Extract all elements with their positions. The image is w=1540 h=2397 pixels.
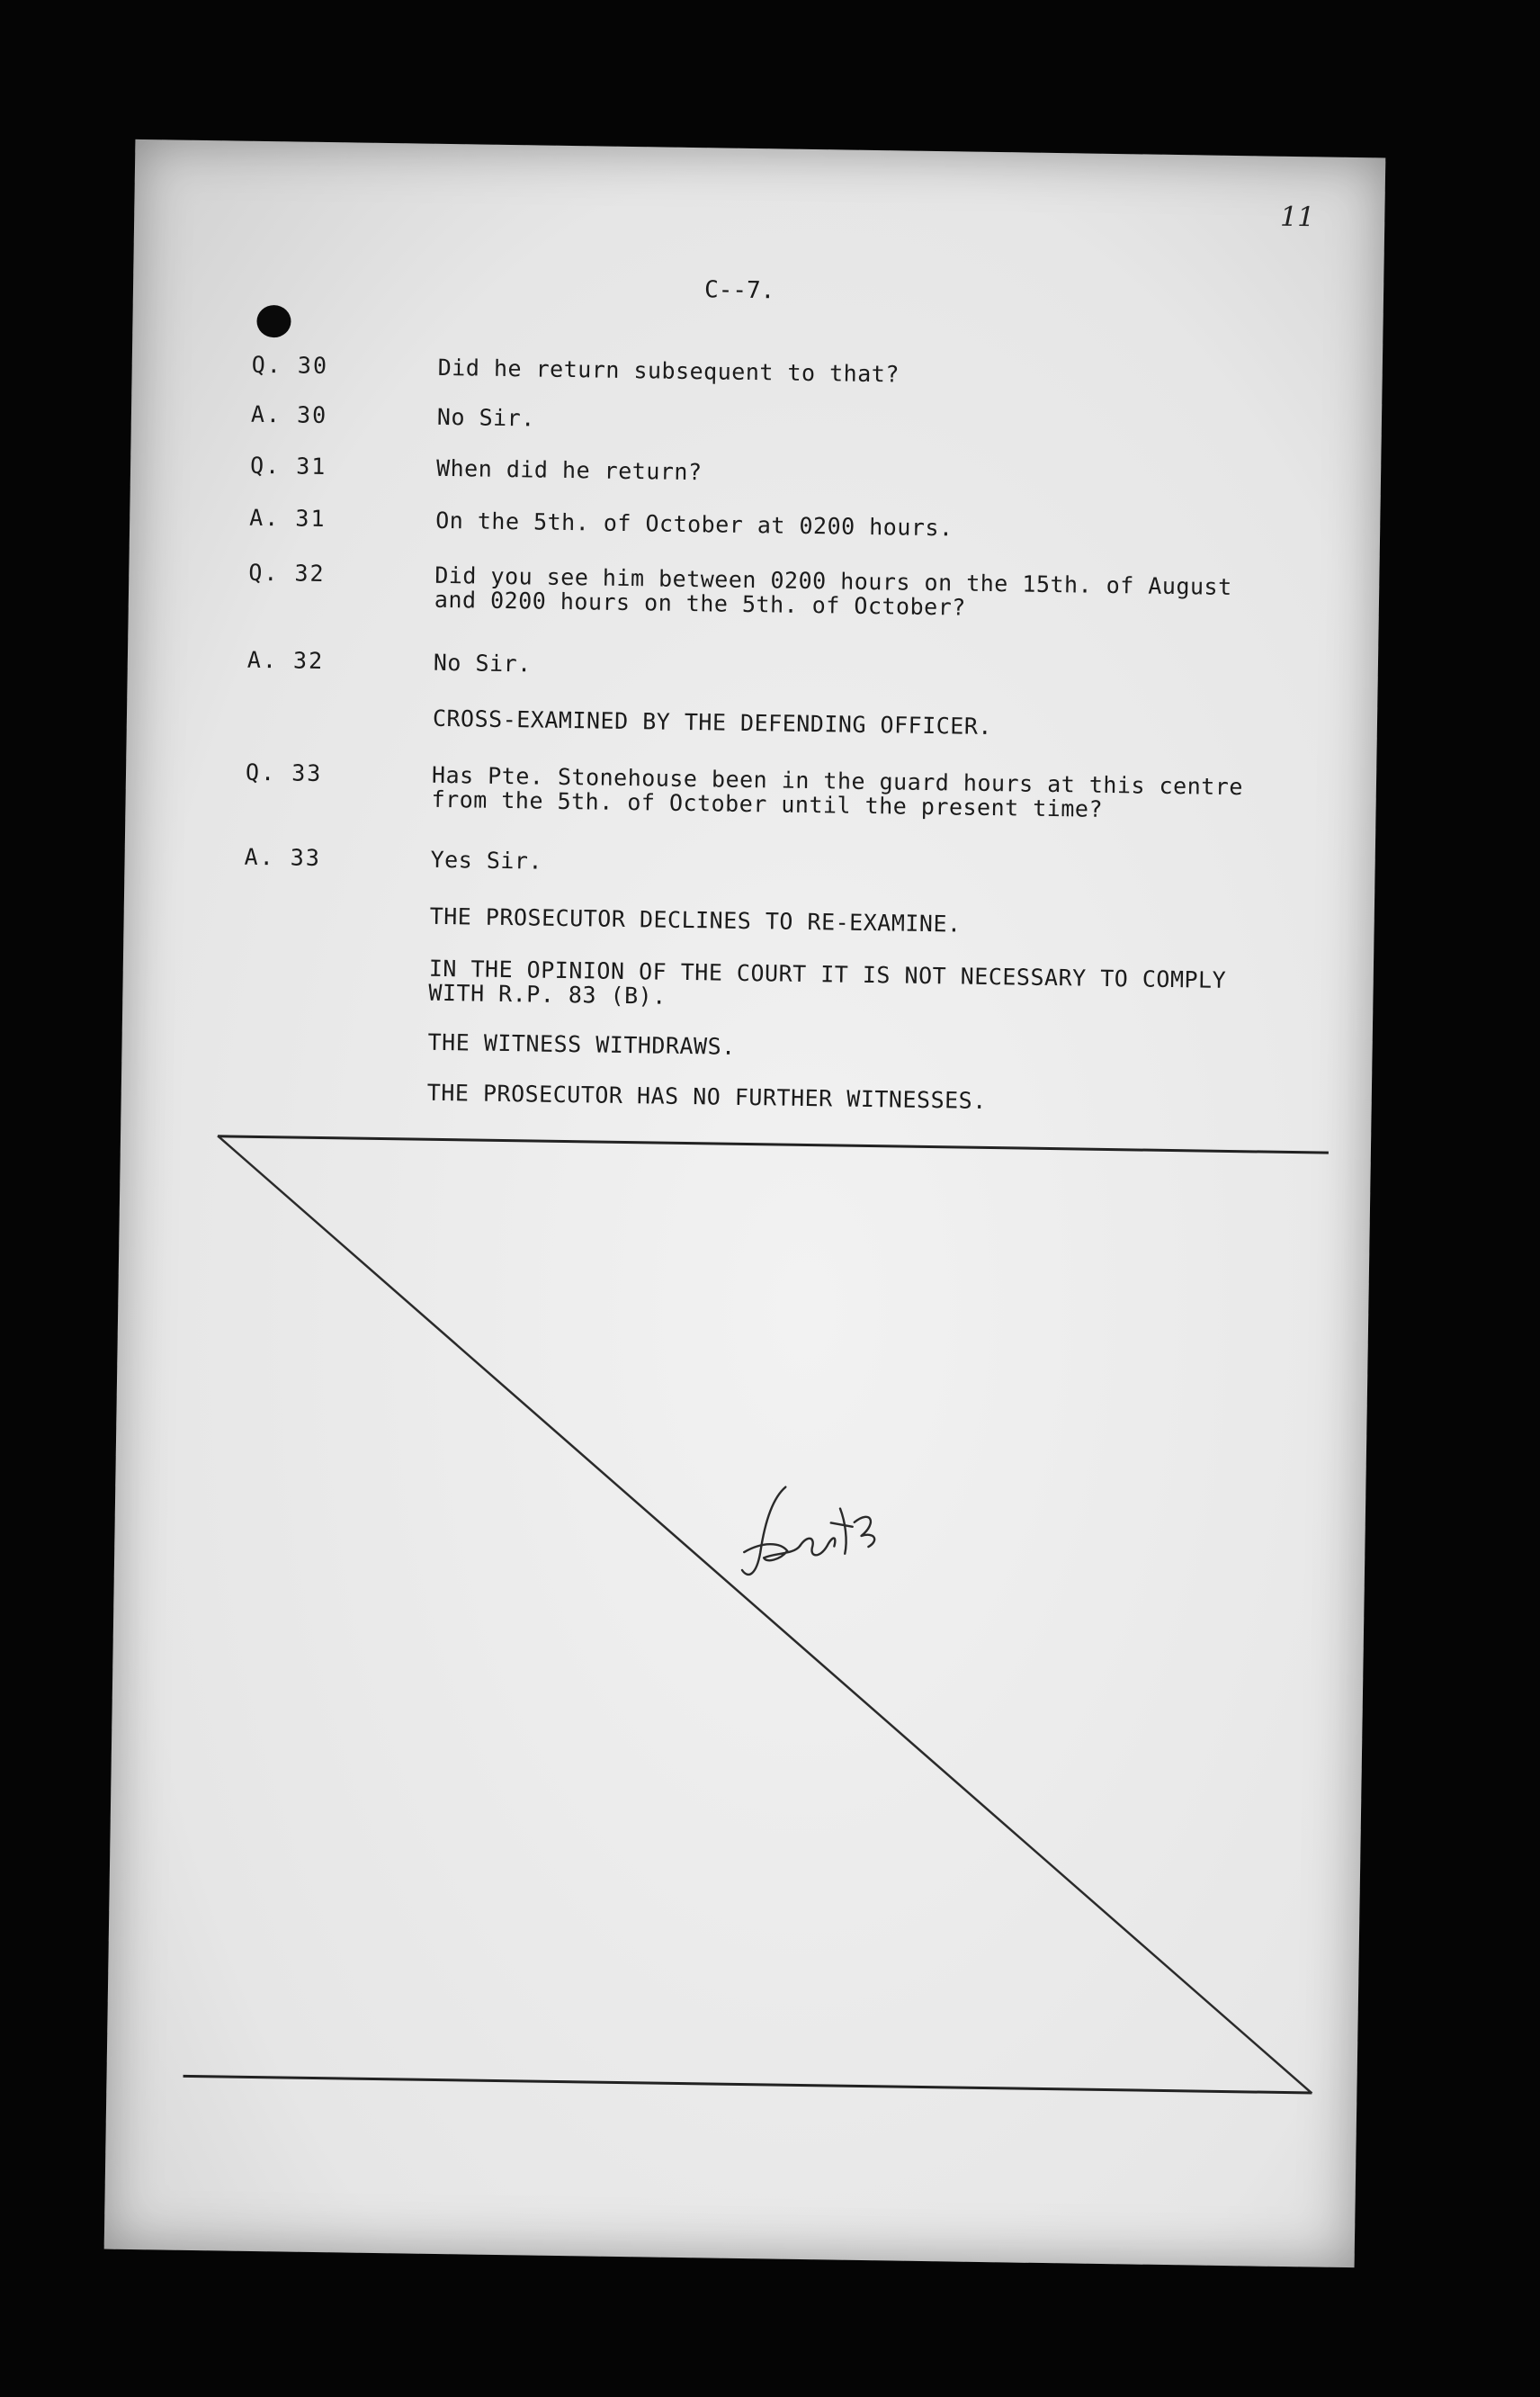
cancel-strike-diagonal	[104, 139, 1386, 2267]
entry-label: Q. 32	[248, 559, 326, 588]
entry-text: THE PROSECUTOR DECLINES TO RE-EXAMINE.	[429, 902, 962, 938]
entry-label: A. 31	[249, 504, 327, 533]
page-number: C--7.	[703, 276, 775, 305]
handwritten-page-mark: 11	[1279, 201, 1315, 234]
diagonal-strike-line	[204, 1136, 1326, 2093]
entry-text: Has Pte. Stonehouse been in the guard hours at this centre from the 5th. of October until the present time?	[431, 761, 1244, 822]
entry-text: No Sir.	[433, 649, 532, 678]
entry-text: THE PROSECUTOR HAS NO FURTHER WITNESSES.	[426, 1079, 987, 1114]
entry-label: Q. 33	[245, 759, 323, 786]
entry-text: IN THE OPINION OF THE COURT IT IS NOT NECESSARY TO COMPLY WITH R.P. 83 (B).	[428, 955, 1227, 1010]
entry-label: Q. 31	[249, 452, 327, 480]
entry-text: When did he return?	[435, 454, 703, 486]
entry-text: Did he return subsequent to that?	[437, 354, 900, 388]
entry-text: Did you see him between 0200 hours on the 15th. of August and 0200 hours on the 5th. of October?	[434, 561, 1232, 621]
entry-text: No Sir.	[436, 403, 535, 432]
entry-label: A. 30	[250, 400, 328, 429]
entry-text: On the 5th. of October at 0200 hours.	[435, 507, 954, 542]
entry-label: Q. 30	[251, 351, 329, 380]
document-page	[104, 139, 1386, 2267]
entry-text: Yes Sir.	[430, 846, 543, 875]
signature-mark	[742, 1486, 875, 1576]
entry-label: A. 32	[246, 646, 325, 674]
entry-text: THE WITNESS WITHDRAWS.	[427, 1028, 736, 1060]
entry-text: CROSS-EXAMINED BY THE DEFENDING OFFICER.	[432, 705, 993, 741]
entry-label: A. 33	[244, 843, 322, 871]
